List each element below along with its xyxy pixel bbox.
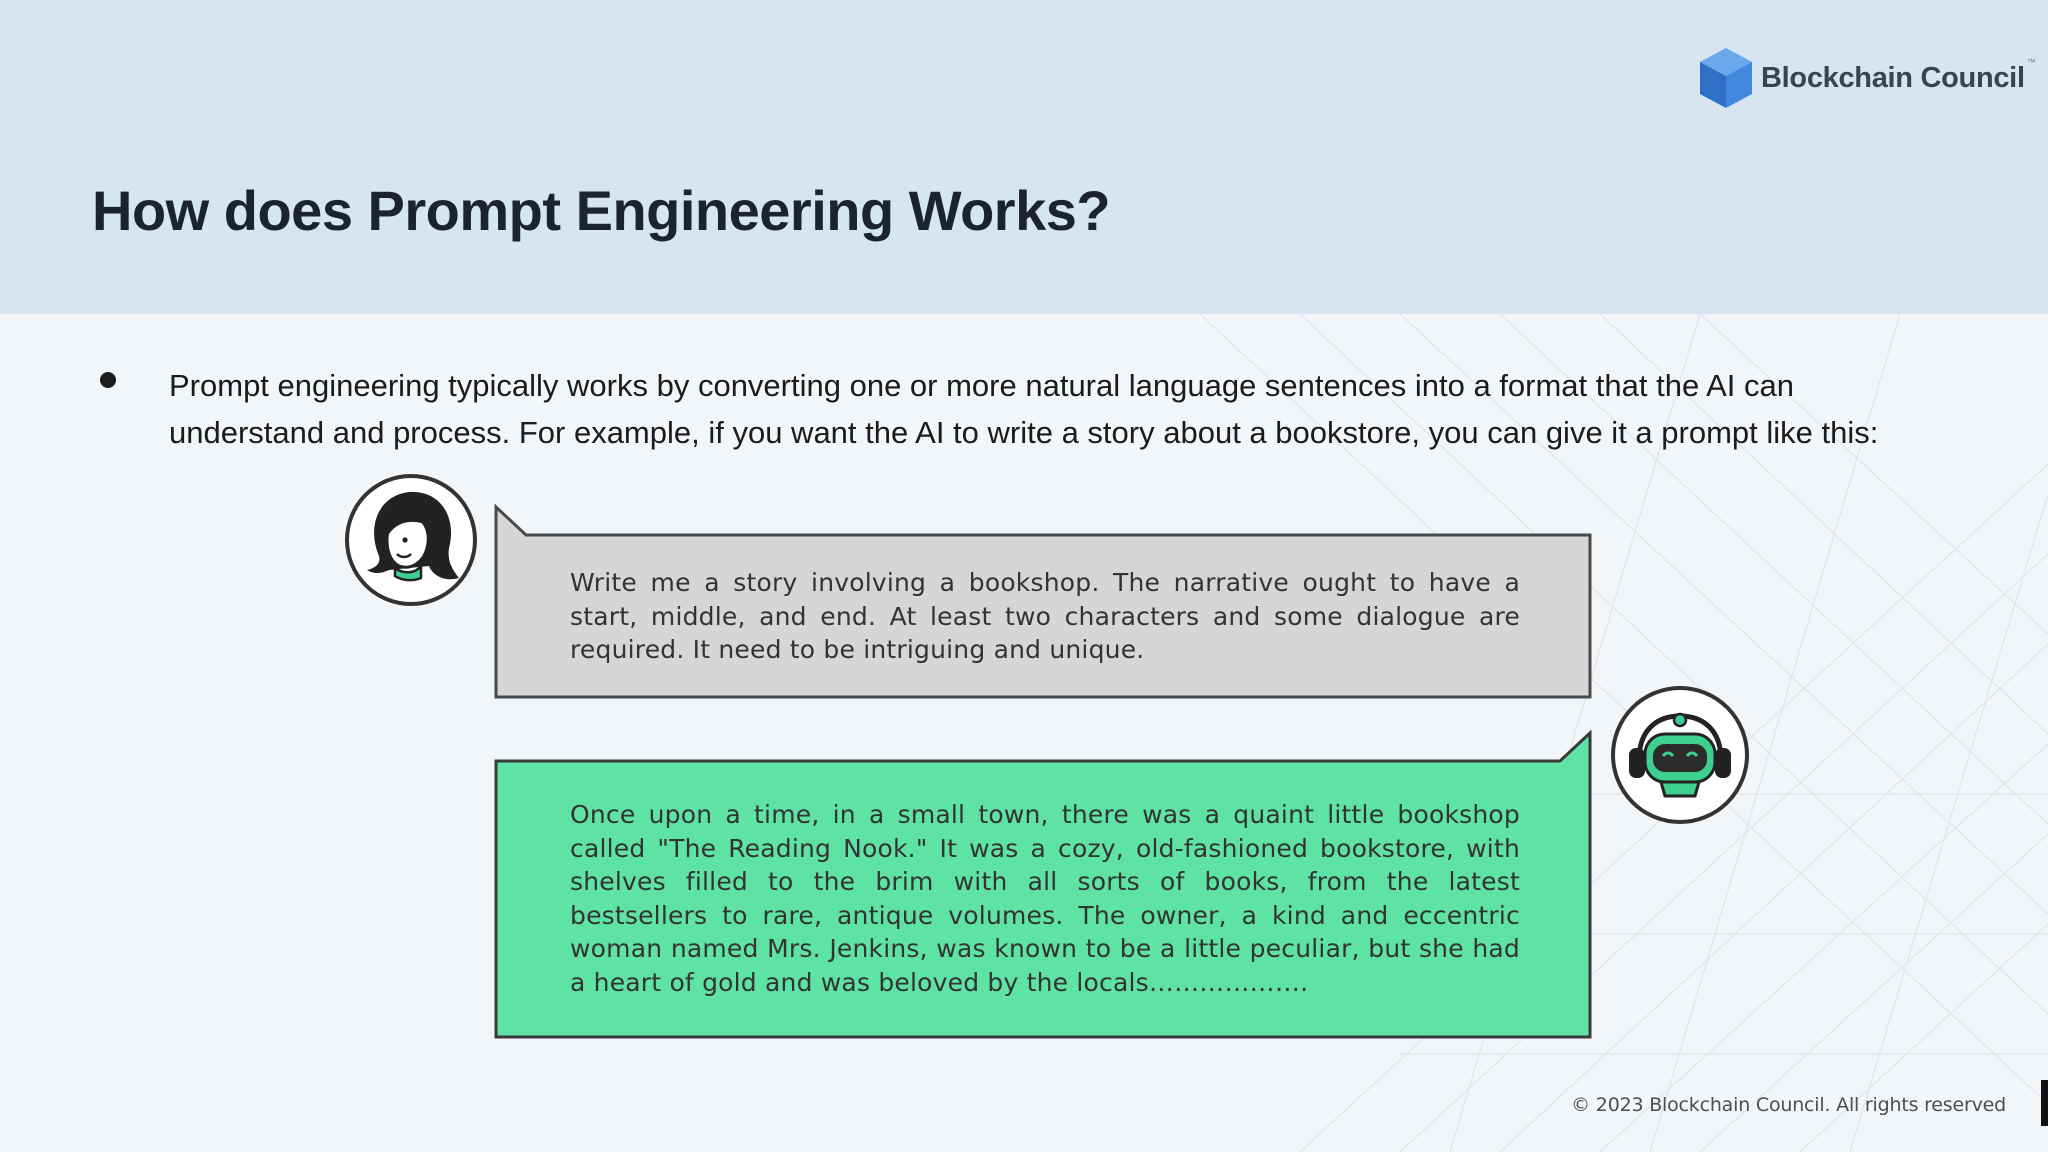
woman-avatar-icon bbox=[349, 478, 473, 602]
bullet-point-icon bbox=[100, 372, 116, 388]
bot-avatar bbox=[1611, 686, 1749, 824]
robot-headphones-icon bbox=[1615, 690, 1745, 820]
bullet-paragraph: Prompt engineering typically works by converting one or more natural language sentences into a format that the AI can understand and process. For example, if you want the AI to write a story about a bookstore, you can give it a prompt like this: bbox=[169, 368, 1879, 450]
reply-text: Once upon a time, in a small town, there was a quaint little bookshop called "The Reading Nook." It was a cozy, old-fashioned bookstore, with shelves filled to the brim with all sorts of books, from the latest bestsellers to rare, antique volumes. The owner, a kind and eccentric woman named Mrs. Jenkins, was known to be a little peculiar, but she had a heart of gold and was beloved by the locals………………. bbox=[570, 800, 1520, 997]
blue-cube-icon bbox=[1697, 46, 1755, 110]
brand-logo bbox=[1697, 46, 2036, 110]
prompt-text: Write me a story involving a bookshop. The narrative ought to have a start, middle, and end. At least two characters and some dialogue are required. It need to be intriguing and unique. bbox=[570, 568, 1520, 664]
edge-marker bbox=[2041, 1080, 2048, 1126]
brand-name: Blockchain Council bbox=[1761, 61, 2025, 94]
user-avatar bbox=[345, 474, 477, 606]
slide-title: How does Prompt Engineering Works? bbox=[92, 179, 1111, 242]
trademark-symbol: ™ bbox=[2026, 57, 2036, 67]
copyright-footer: © 2023 Blockchain Council. All rights reserved bbox=[1571, 1094, 2006, 1116]
